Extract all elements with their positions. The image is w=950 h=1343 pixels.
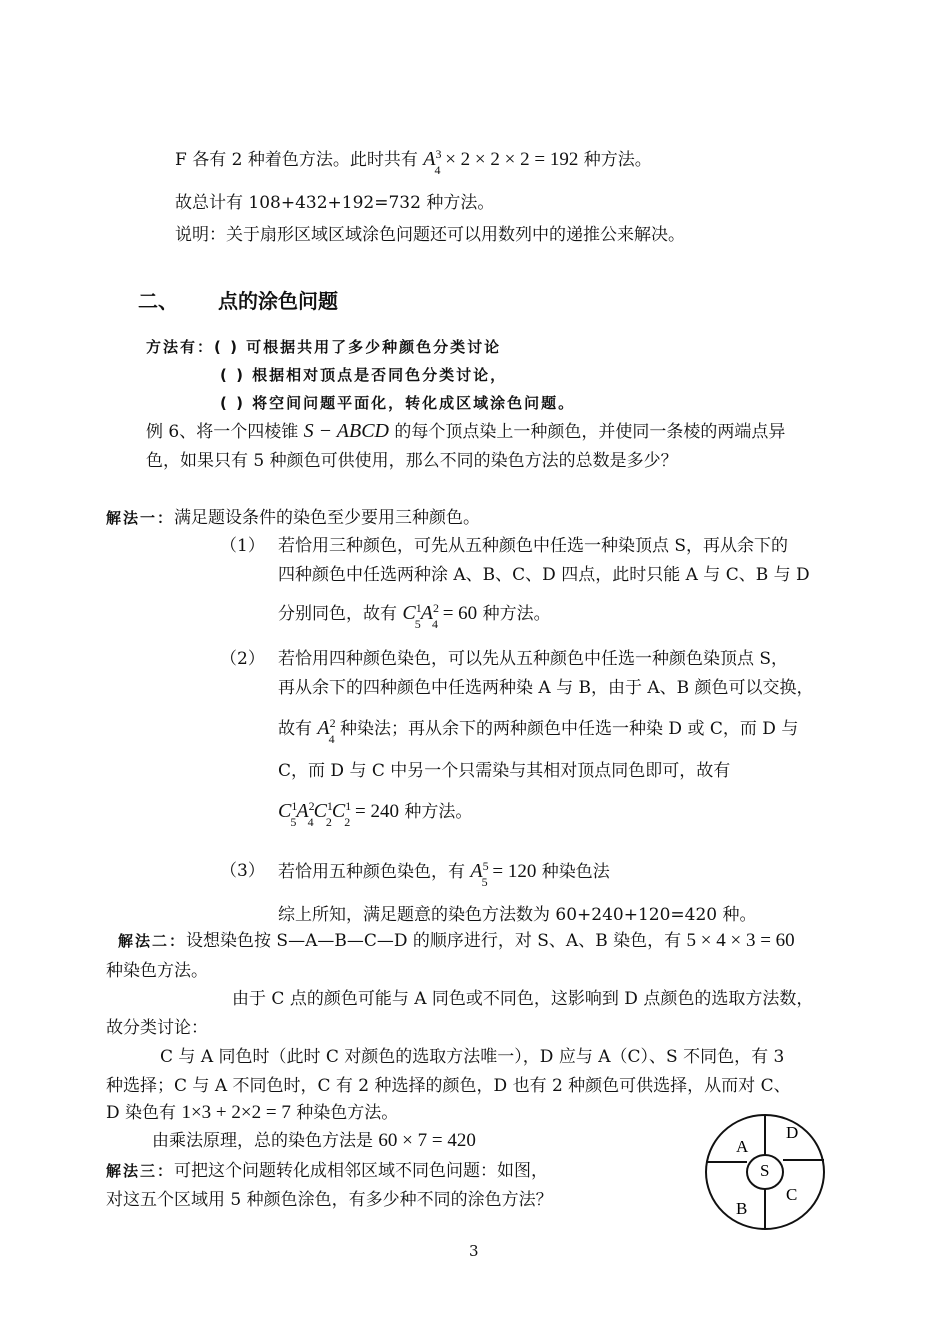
text-line: 故总计有 108+432+192=732 种方法。 bbox=[175, 193, 495, 213]
case-2-line-1: 若恰用四种颜色染色，可以先从五种颜色中任选一种颜色染顶点 S， bbox=[278, 649, 789, 669]
formula-pyramid: S − ABCD bbox=[303, 420, 389, 442]
case-2-line-4: C，而 D 与 C 中另一个只需染与其相对顶点同色即可，故有 bbox=[278, 761, 731, 781]
text-line: 说明：关于扇形区域区域涂色问题还可以用数列中的递推公来解决。 bbox=[175, 225, 685, 245]
solution-2-label: 解法二： bbox=[118, 932, 187, 950]
text-line: 由乘法原理，总的染色方法是 60 × 7 = 420 bbox=[152, 1130, 476, 1151]
formula-7: 1×3 + 2×2 = 7 bbox=[181, 1102, 291, 1123]
label-a: A bbox=[736, 1137, 749, 1156]
case-2-line-5: $C^1_5A^2_4C^1_2C^1_2 = 240$ 种方法。 bbox=[278, 799, 473, 829]
label-d: D bbox=[786, 1123, 799, 1142]
solution-3-line: 解法三：可把这个问题转化成相邻区域不同色问题：如图， bbox=[106, 1161, 549, 1181]
region-figure bbox=[700, 1110, 830, 1235]
method-line-1: 方法有：( ) 可根据共用了多少种颜色分类讨论 bbox=[146, 338, 502, 356]
case-2-line-2: 再从余下的四种颜色中任选两种染 A 与 B，由于 A、B 颜色可以交换， bbox=[278, 678, 814, 698]
text-line bbox=[175, 147, 652, 177]
text-span: 种方法。 bbox=[583, 150, 652, 170]
label-b: B bbox=[736, 1199, 748, 1218]
case-3-line: 若恰用五种颜色染色，有 $A^5_5 = 120$ 种染色法 bbox=[278, 859, 610, 889]
label-s: S bbox=[760, 1161, 770, 1180]
summary-line: 综上所知，满足题意的染色方法数为 60+240+120=420 种。 bbox=[278, 905, 757, 925]
text-line: 种染色方法。 bbox=[106, 961, 208, 981]
text-line: 种选择；C 与 A 不同色时，C 有 2 种选择的颜色，D 也有 2 种颜色可供选择，从而对 C、 bbox=[106, 1076, 791, 1096]
section-number: 二、 bbox=[138, 289, 178, 313]
case-1-line-2: 四种颜色中任选两种涂 A、B、C、D 四点，此时只能 A 与 C、B 与 D bbox=[278, 565, 810, 585]
solution-1-label: 解法一： bbox=[106, 509, 175, 527]
example-6-line-2: 色，如果只有 5 种颜色可供使用，那么不同的染色方法的总数是多少？ bbox=[146, 451, 678, 471]
example-6-line-1: 例 6、将一个四棱锥 S − ABCD 的每个顶点染上一种颜色，并使同一条棱的两端点异 bbox=[146, 420, 786, 442]
text-line: C 与 A 同色时（此时 C 对颜色的选取方法唯一），D 应与 A（C）、S 不同色，有 3 bbox=[160, 1047, 785, 1067]
section-title: 点的涂色问题 bbox=[218, 289, 338, 313]
case-1-line-1: 若恰用三种颜色，可先从五种颜色中任选一种染顶点 S，再从余下的 bbox=[278, 536, 789, 556]
method-line-2: ( ) 根据相对顶点是否同色分类讨论， bbox=[220, 366, 508, 384]
formula-a55: $A^5_5 = 120$ bbox=[470, 859, 537, 889]
case-1-line-3: 分别同色，故有 $C^1_5A^2_4 = 60$ 种方法。 bbox=[278, 601, 551, 631]
case-2-line-3: 故有 $A^2_4$ 种染法；再从余下的两种颜色中任选一种染 D 或 C，而 D 与 bbox=[278, 716, 799, 746]
case-1-number: （1） bbox=[220, 536, 265, 556]
formula-c51a42c21c21: $C^1_5A^2_4C^1_2C^1_2 = 240$ bbox=[278, 799, 399, 829]
formula-420: 60 × 7 = 420 bbox=[378, 1130, 476, 1151]
text-line: 由于 C 点的颜色可能与 A 同色或不同色，这影响到 D 点颜色的选取方法数， bbox=[232, 989, 814, 1009]
case-3-number: （3） bbox=[220, 861, 265, 881]
text-line: D 染色有 1×3 + 2×2 = 7 种染色方法。 bbox=[106, 1102, 399, 1123]
text-span: F 各有 2 种着色方法。此时共有 bbox=[175, 150, 418, 170]
solution-3-label: 解法三： bbox=[106, 1162, 175, 1180]
label-c: C bbox=[786, 1185, 798, 1204]
formula-c51a42: $C^1_5A^2_4 = 60$ bbox=[402, 601, 478, 631]
case-2-number: （2） bbox=[220, 649, 265, 669]
method-line-3: ( ) 将空间问题平面化，转化成区域涂色问题。 bbox=[220, 394, 576, 412]
formula-60: 5 × 4 × 3 = 60 bbox=[686, 930, 795, 951]
page-number: 3 bbox=[469, 1242, 479, 1260]
solution-2-line: 解法二：设想染色按 S—A—B—C—D 的顺序进行，对 S、A、B 染色，有 5 × 4 × 3 = 60 bbox=[118, 930, 795, 951]
solution-1-line: 解法一：满足题设条件的染色至少要用三种颜色。 bbox=[106, 508, 481, 528]
formula-a43: $A^3_4 \times 2 \times 2 \times 2 = 192$ bbox=[423, 147, 579, 177]
text-line: 故分类讨论： bbox=[106, 1018, 208, 1038]
formula-a42: $A^2_4$ bbox=[317, 716, 336, 746]
text-line: 对这五个区域用 5 种颜色涂色，有多少种不同的涂色方法？ bbox=[106, 1190, 553, 1210]
